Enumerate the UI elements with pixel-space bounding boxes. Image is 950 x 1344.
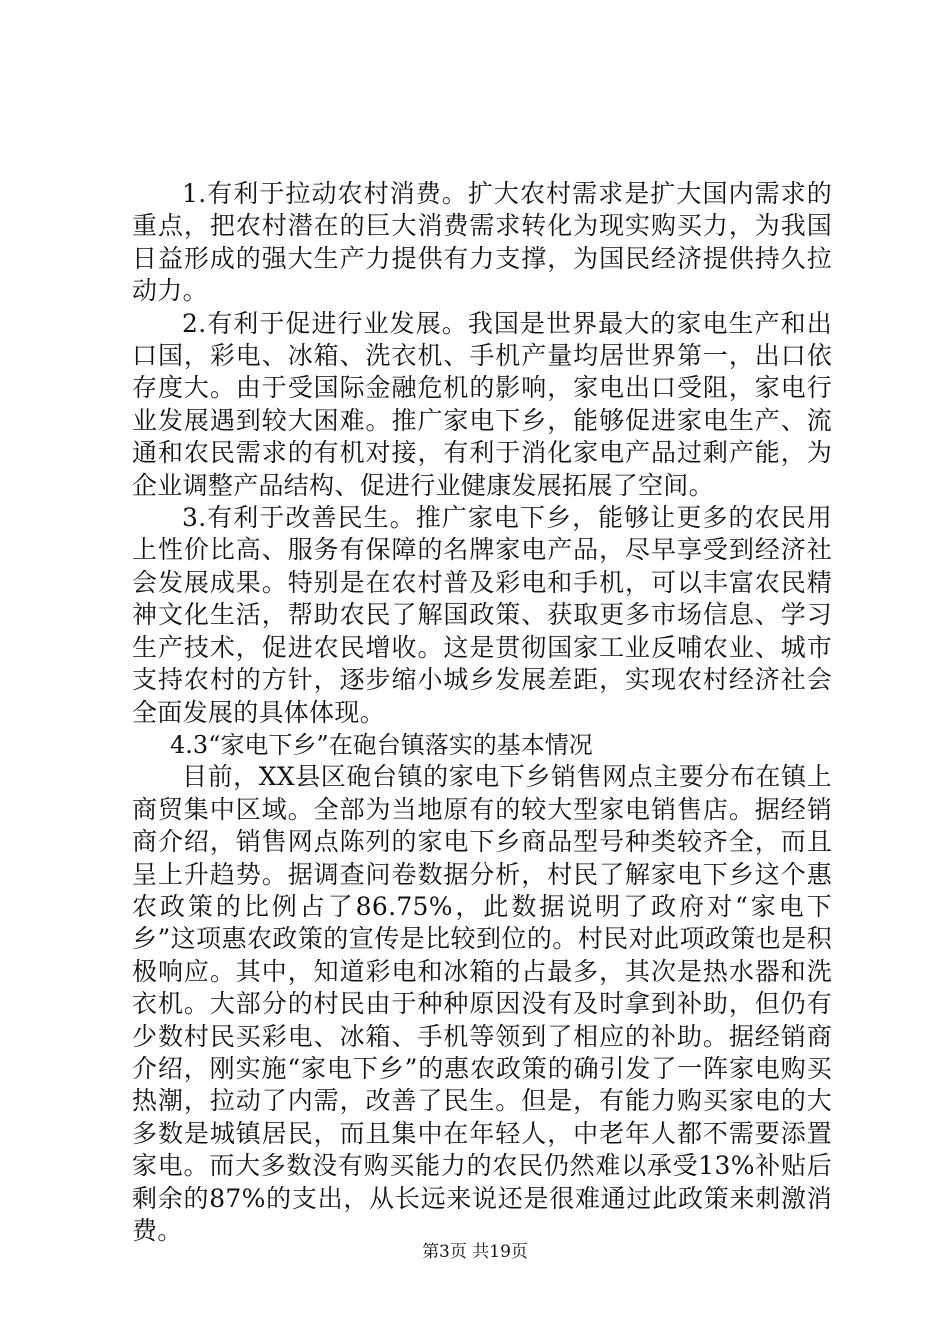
page-footer: 第3页 共19页: [422, 1242, 528, 1262]
document-body: [132, 178, 832, 1247]
paragraph-livelihood: 3.有利于改善民生。推广家电下乡，能够让更多的农民用上性价比高、服务有保障的名牌家电产品，尽早享受到经济社会发展成果。特别是在农村普及彩电和手机，可以丰富农民精神文化生活，帮助农民了解国政策、获取更多市场信息、学习生产技术，促进农民增收。这是贯彻国家工业反哺农业、城市支持农村的方针，逐步缩小城乡发展差距，实现农村经济社会全面发展的具体体现。: [132, 503, 832, 727]
section-heading: 4.3“家电下乡”在砲台镇落实的基本情况: [170, 730, 593, 759]
paragraph-implementation: 目前，XX县区砲台镇的家电下乡销售网点主要分布在镇上商贸集中区域。全部为当地原有的较大型家电销售店。据经销商介绍，销售网点陈列的家电下乡商品型号种类较齐全，而且呈上升趋势。据调查问卷数据分析，村民了解家电下乡这个惠农政策的比例占了86.75%，此数据说明了政府对“家电下乡”这项惠农政策的宣传是比较到位的。村民对此项政策也是积极响应。其中，知道彩电和冰箱的占最多，其次是热水器和洗衣机。大部分的村民由于种种原因没有及时拿到补助，但仍有少数村民买彩电、冰箱、手机等领到了相应的补助。据经销商介绍，刚实施“家电下乡”的惠农政策的确引发了一阵家电购买热潮，拉动了内需，改善了民生。但是，有能力购买家电的大多数是城镇居民，而且集中在年轻人，中老年人都不需要添置家电。而大多数没有购买能力的农民仍然难以承受13%补贴后剩余的87%的支出，从长远来说还是很难通过此政策来刺激消费。: [132, 762, 832, 1245]
paragraph-consumption: 1.有利于拉动农村消费。扩大农村需求是扩大国内需求的重点，把农村潜在的巨大消费需求转化为现实购买力，为我国日益形成的强大生产力提供有力支撑，为国民经济提供持久拉动力。: [132, 179, 832, 306]
paragraph-industry: 2.有利于促进行业发展。我国是世界最大的家电生产和出口国，彩电、冰箱、洗衣机、手机产量均居世界第一，出口依存度大。由于受国际金融危机的影响，家电出口受阻，家电行业发展遇到较大困难。推广家电下乡，能够促进家电生产、流通和农民需求的有机对接，有利于消化家电产品过剩产能，为企业调整产品结构、促进行业健康发展拓展了空间。: [132, 308, 832, 500]
